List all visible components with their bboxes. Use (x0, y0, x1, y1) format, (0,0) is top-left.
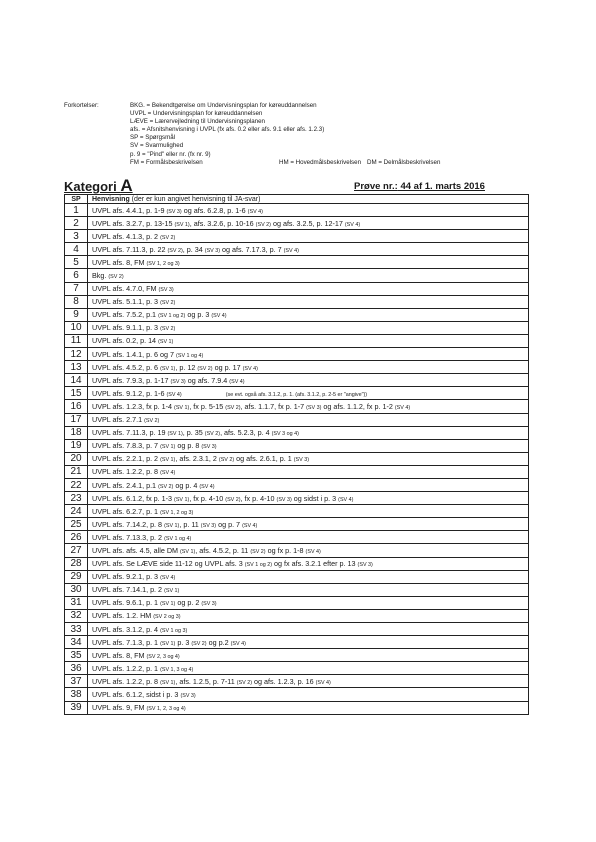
answer-option-ref: (SV 3 og 4) (271, 431, 299, 438)
answer-option-ref: (SV 4) (199, 483, 215, 490)
answer-option-ref: (SV 3) (306, 404, 322, 411)
reference-text: UVPL afs. 9.6.1, p. 1 (92, 598, 161, 608)
table-row (65, 269, 529, 282)
reference-text: UVPL afs. 6.1.2, fx p. 1-3 (92, 493, 175, 503)
reference-text: UVPL afs. 4.5.2, p. 6 (92, 362, 161, 372)
reference-text: UVPL afs. 1.2.2, p. 8 (92, 676, 161, 686)
table-body (65, 204, 529, 715)
reference-text: UVPL afs. 1.2.3, fx p. 1-4 (92, 401, 175, 411)
question-number: 1 (65, 204, 88, 217)
answer-option-ref: (SV 3) (180, 693, 196, 700)
question-number: 27 (65, 544, 88, 557)
question-number: 8 (65, 295, 88, 308)
reference-cell (88, 426, 529, 439)
reference-cell (88, 649, 529, 662)
reference-text: UVPL afs. Se LÆVE side 11-12 og UVPL afs. 3 (92, 559, 245, 569)
reference-text: Bkg. (92, 271, 109, 281)
answer-option-ref: (SV 4) (247, 208, 263, 215)
reference-text: og p. 17 (212, 362, 243, 372)
answer-option-ref: (SV 4) (305, 548, 321, 555)
answer-option-ref: (SV 2) (197, 365, 213, 372)
answer-option-ref: (SV 2) (225, 404, 241, 411)
reference-text: og p. 7 (216, 519, 243, 529)
reference-text: , p. 35 (182, 428, 205, 438)
reference-text: og afs. 6.2.8, p. 1-6 (181, 205, 248, 215)
answer-option-ref: (SV 1) (164, 588, 180, 595)
table-row (65, 361, 529, 374)
reference-text: UVPL afs. 9.2.1, p. 3 (92, 572, 161, 582)
answer-option-ref: (SV 1 og 4) (176, 352, 204, 359)
answer-option-ref: (SV 1) (158, 339, 174, 346)
answer-option-ref: (SV 4) (283, 247, 299, 254)
question-number: 34 (65, 636, 88, 649)
answer-option-ref: (SV 2) (158, 483, 174, 490)
question-number: 10 (65, 321, 88, 334)
answer-option-ref: (SV 1, 2 og 3) (160, 509, 194, 516)
answer-option-ref: (SV 1) (164, 522, 180, 529)
reference-cell (88, 557, 529, 570)
reference-cell (88, 361, 529, 374)
answer-option-ref: (SV 4) (242, 365, 258, 372)
answer-option-ref: (SV 2) (167, 247, 183, 254)
reference-text: og sidst i p. 3 (291, 493, 339, 503)
reference-cell (88, 544, 529, 557)
answer-option-ref: (SV 1) (174, 221, 190, 228)
reference-cell (88, 256, 529, 269)
question-number: 31 (65, 596, 88, 609)
abbreviation-fm: FM = Formålsbeskrivelsen (130, 158, 203, 166)
answer-option-ref: (SV 2) (225, 496, 241, 503)
question-number: 36 (65, 662, 88, 675)
reference-text: og afs. 3.2.5, p. 12-17 (270, 218, 345, 228)
table-row (65, 649, 529, 662)
table-row (65, 570, 529, 583)
reference-text: UVPL afs. 4.1.3, p. 2 (92, 231, 161, 241)
reference-cell (88, 701, 529, 714)
answer-option-ref: (SV 2) (160, 326, 176, 333)
reference-cell (88, 243, 529, 256)
table-row (65, 636, 529, 649)
table-row (65, 623, 529, 636)
question-number: 39 (65, 701, 88, 714)
question-number: 11 (65, 334, 88, 347)
answer-option-ref: (SV 3) (166, 208, 182, 215)
reference-text: UVPL afs. 7.14.2, p. 8 (92, 519, 165, 529)
reference-cell (88, 505, 529, 518)
table-row (65, 387, 529, 400)
page-title (64, 176, 133, 196)
reference-cell (88, 570, 529, 583)
reference-text: UVPL afs. 2.4.1, p.1 (92, 480, 159, 490)
reference-cell (88, 204, 529, 217)
reference-text: , fx p. 4-10 (189, 493, 226, 503)
reference-cell (88, 217, 529, 230)
reference-text: UVPL afs. 3.1.2, p. 4 (92, 624, 161, 634)
question-number: 38 (65, 688, 88, 701)
question-number: 30 (65, 583, 88, 596)
reference-text: UVPL afs. 9, FM (92, 703, 147, 713)
answer-option-ref: (SV 4) (230, 640, 246, 647)
answer-option-ref: (SV 1) (160, 601, 176, 608)
table-row (65, 675, 529, 688)
reference-text: , p. 12 (175, 362, 198, 372)
reference-text: UVPL afs. 0.2, p. 14 (92, 336, 159, 346)
table-row (65, 662, 529, 675)
answer-option-ref: (SV 3) (170, 378, 186, 385)
reference-text: , afs. 1.2.5, p. 7-11 (175, 676, 237, 686)
reference-cell (88, 413, 529, 426)
reference-text: UVPL afs. 7.11.3, p. 22 (92, 244, 168, 254)
reference-text: UVPL afs. 5.1.1, p. 3 (92, 297, 161, 307)
reference-cell (88, 269, 529, 282)
answer-option-ref: (SV 2) (108, 274, 124, 281)
question-number: 37 (65, 675, 88, 688)
table-row (65, 518, 529, 531)
reference-text: og afs. 1.2.3, p. 16 (252, 676, 316, 686)
reference-text: , fx p. 5-15 (189, 401, 226, 411)
answer-option-ref: (SV 1) (167, 431, 183, 438)
answer-option-ref: (SV 4) (211, 313, 227, 320)
answer-option-ref: (SV 4) (394, 404, 411, 411)
test-value: 44 af 1. marts 2016 (397, 181, 485, 192)
reference-text: UVPL afs. 7.9.3, p. 1-17 (92, 375, 171, 385)
table-row (65, 426, 529, 439)
question-number: 19 (65, 439, 88, 452)
abbreviation-line-last (130, 158, 441, 167)
abbreviation-line: SV = Svarmulighed (130, 142, 184, 150)
reference-text: , afs. 2.3.1, 2 (175, 454, 219, 464)
answer-option-ref: (SV 4) (229, 378, 245, 385)
question-number: 17 (65, 413, 88, 426)
reference-text: og p. 2 (175, 598, 202, 608)
table-row (65, 243, 529, 256)
table-row (65, 413, 529, 426)
question-number: 26 (65, 531, 88, 544)
reference-cell (88, 452, 529, 465)
table-row (65, 400, 529, 413)
answer-option-ref: (SV 2) (236, 679, 253, 686)
reference-table (64, 194, 529, 715)
answer-option-ref: (SV 1) (174, 496, 190, 503)
test-label: Prøve nr.: (354, 181, 398, 192)
reference-text: , p. 34 (182, 244, 205, 254)
question-number: 7 (65, 282, 88, 295)
reference-text: UVPL afs. 7.1.3, p. 1 (92, 637, 161, 647)
answer-option-ref: (SV 1) (160, 679, 176, 686)
reference-text: og afs. 7.9.4 (185, 375, 230, 385)
question-number: 14 (65, 374, 88, 387)
question-number: 35 (65, 649, 88, 662)
reference-text: , fx p. 4-10 (240, 493, 277, 503)
reference-text: UVPL afs. 9.1.1, p. 3 (92, 323, 161, 333)
answer-option-ref: (SV 4) (160, 470, 176, 477)
answer-option-ref: (SV 1) (160, 444, 176, 451)
abbreviations-label: Forkortelser: (64, 102, 99, 109)
answer-option-ref: (SV 4) (315, 679, 331, 686)
reference-cell (88, 321, 529, 334)
table-row (65, 557, 529, 570)
table-row (65, 348, 529, 361)
question-number: 29 (65, 570, 88, 583)
question-number: 25 (65, 518, 88, 531)
answer-option-ref: (SV 4) (160, 575, 176, 582)
reference-text: UVPL afs. 7.5.2, p.1 (92, 310, 159, 320)
reference-cell (88, 675, 529, 688)
table-row (65, 701, 529, 714)
reference-cell (88, 636, 529, 649)
column-header-reference-label: Henvisning (92, 195, 130, 203)
question-number: 22 (65, 478, 88, 491)
reference-text: og fx p. 1-8 (265, 545, 306, 555)
question-number: 3 (65, 230, 88, 243)
answer-option-ref: (SV 4) (338, 496, 354, 503)
reference-text: UVPL afs. 1.2.2, p. 8 (92, 467, 161, 477)
answer-option-ref: (SV 2) (144, 418, 160, 425)
reference-text: UVPL afs. 1.2.2, p. 1 (92, 663, 161, 673)
reference-cell (88, 348, 529, 361)
question-number: 15 (65, 387, 88, 400)
table-row (65, 688, 529, 701)
reference-cell (88, 492, 529, 505)
answer-option-ref: (SV 4) (344, 221, 361, 228)
reference-text: og p. 8 (175, 441, 202, 451)
table-row (65, 492, 529, 505)
reference-cell (88, 465, 529, 478)
reference-text: , p. 11 (179, 519, 201, 529)
answer-option-ref: (SV 1) (174, 404, 190, 411)
answer-option-ref: (SV 2) (160, 300, 176, 307)
table-row (65, 282, 529, 295)
question-number: 28 (65, 557, 88, 570)
reference-text: og afs. 7.17.3, p. 7 (220, 244, 284, 254)
table-row (65, 505, 529, 518)
answer-option-ref: (SV 3) (201, 601, 217, 608)
answer-option-ref: (SV 2, 3 og 4) (146, 653, 180, 660)
question-number: 33 (65, 623, 88, 636)
reference-text: UVPL afs. 2.7.1 (92, 415, 145, 425)
answer-option-ref: (SV 3) (276, 496, 292, 503)
reference-text: UVPL afs. 7.8.3, p. 7 (92, 441, 161, 451)
reference-text: UVPL afs. 3.2.7, p. 13-15 (92, 218, 175, 228)
answer-option-ref: (SV 4) (166, 391, 182, 398)
abbreviation-line: UVPL = Undervisningsplan for køreuddannelsen (130, 110, 263, 118)
answer-option-ref: (SV 1) (160, 640, 176, 647)
answer-option-ref: (SV 3) (293, 457, 310, 464)
table-row (65, 230, 529, 243)
reference-text: , afs. 5.2.3, p. 4 (220, 428, 272, 438)
table-row (65, 321, 529, 334)
reference-text: UVPL afs. afs. 4.5, alle DM (92, 545, 181, 555)
abbreviation-line: afs. = Afsnitshenvisning i UVPL (fx afs. 0.2 eller afs. 9.1 eller afs. 1.2.3) (130, 126, 325, 134)
table-row (65, 217, 529, 230)
question-number: 20 (65, 452, 88, 465)
reference-text: UVPL afs. 7.11.3, p. 19 (92, 428, 168, 438)
table-row (65, 452, 529, 465)
reference-cell (88, 230, 529, 243)
reference-cell (88, 400, 529, 413)
answer-option-ref: (SV 2) (218, 457, 235, 464)
reference-cell (88, 583, 529, 596)
answer-option-ref: (SV 2) (191, 640, 207, 647)
answer-option-ref: (SV 1 og 4) (164, 535, 192, 542)
table-row (65, 531, 529, 544)
table-row (65, 609, 529, 622)
table-row (65, 308, 529, 321)
table-row (65, 596, 529, 609)
reference-text: UVPL afs. 1.4.1, p. 6 og 7 (92, 349, 177, 359)
reference-cell (88, 334, 529, 347)
test-number (354, 181, 485, 192)
reference-cell (88, 623, 529, 636)
answer-option-ref: (SV 3) (201, 444, 217, 451)
answer-option-ref: (SV 1) (180, 548, 196, 555)
reference-text: UVPL afs. 1.2. HM (92, 611, 154, 621)
answer-option-ref: (SV 2) (160, 234, 176, 241)
answer-option-ref: (SV 1, 2 og 3) (146, 260, 180, 267)
reference-text: UVPL afs. 2.2.1, p. 2 (92, 454, 161, 464)
reference-text: og p. 3 (185, 310, 212, 320)
reference-cell (88, 662, 529, 675)
question-number: 32 (65, 609, 88, 622)
reference-cell (88, 596, 529, 609)
answer-option-ref: (SV 1 og 3) (160, 627, 188, 634)
category-letter: A (120, 176, 133, 195)
question-number: 21 (65, 465, 88, 478)
column-header-note: (der er kun angivet henvisning til JA-svar) (129, 195, 261, 203)
reference-text: UVPL afs. 7.14.1, p. 2 (92, 585, 165, 595)
reference-cell (88, 688, 529, 701)
question-number: 13 (65, 361, 88, 374)
reference-cell (88, 518, 529, 531)
table-header-row (65, 195, 529, 204)
abbreviation-line: LÆVE = Lærervejledning til Undervisningsplanen (130, 118, 265, 126)
reference-text: og fx afs. 3.2.1 efter p. 13 (272, 559, 358, 569)
reference-text: p. 3 (175, 637, 192, 647)
reference-text: UVPL afs. 9.1.2, p. 1-6 (92, 388, 167, 398)
table-row (65, 439, 529, 452)
reference-text: UVPL afs. 7.13.3, p. 2 (92, 532, 165, 542)
reference-text: , afs. 1.1.7, fx p. 1-7 (240, 401, 307, 411)
answer-option-ref: (SV 1 og 2) (158, 313, 186, 320)
question-number: 5 (65, 256, 88, 269)
column-header-sp: SP (65, 195, 88, 204)
answer-option-ref: (SV 3) (200, 522, 217, 529)
answer-option-ref: (SV 3) (204, 247, 221, 254)
answer-option-ref: (SV 2) (255, 221, 271, 228)
question-number: 4 (65, 243, 88, 256)
reference-text: UVPL afs. 4.7.0, FM (92, 284, 159, 294)
question-number: 24 (65, 505, 88, 518)
reference-cell (88, 478, 529, 491)
table-row (65, 204, 529, 217)
reference-cell (88, 282, 529, 295)
reference-text: og afs. 2.6.1, p. 1 (234, 454, 294, 464)
reference-text: og afs. 1.1.2, fx p. 1-2 (321, 401, 395, 411)
answer-option-ref: (SV 2) (204, 431, 221, 438)
abbreviation-hm: HM = Hovedmålsbeskrivelsen (279, 158, 362, 166)
reference-note: (se evt. også afs. 3.1.2, p. 1. (afs. 3.1.2, p. 2-5 er "angive")) (225, 391, 368, 398)
column-header-reference (88, 195, 529, 204)
reference-cell (88, 387, 529, 400)
abbreviations-list (130, 102, 441, 167)
reference-text: , afs. 4.5.2, p. 11 (195, 545, 251, 555)
reference-text: UVPL afs. 8, FM (92, 257, 147, 267)
answer-option-ref: (SV 3) (158, 287, 174, 294)
question-number: 12 (65, 348, 88, 361)
table-row (65, 583, 529, 596)
answer-option-ref: (SV 1 og 2) (244, 562, 273, 569)
abbreviation-line: SP = Spørgsmål (130, 134, 176, 142)
question-number: 23 (65, 492, 88, 505)
reference-text: og p.2 (206, 637, 231, 647)
table-row (65, 256, 529, 269)
answer-option-ref: (SV 4) (242, 522, 258, 529)
reference-cell (88, 439, 529, 452)
table-row (65, 465, 529, 478)
abbreviation-line: p. 9 = "Pind" eller nr. (fx nr. 9) (130, 150, 211, 158)
reference-text: UVPL afs. 6.2.7, p. 1 (92, 506, 161, 516)
question-number: 6 (65, 269, 88, 282)
abbreviation-dm: DM = Delmålsbeskrivelsen (367, 158, 441, 166)
reference-text: UVPL afs. 8, FM (92, 650, 147, 660)
reference-text: og p. 4 (173, 480, 200, 490)
table-row (65, 544, 529, 557)
table-row (65, 478, 529, 491)
reference-text: , afs. 3.2.6, p. 10-16 (189, 218, 256, 228)
abbreviation-line: BKG. = Bekendtgørelse om Undervisningsplan for køreuddannelsen (130, 102, 317, 109)
answer-option-ref: (SV 1) (160, 365, 176, 372)
answer-option-ref: (SV 1, 2, 3 og 4) (146, 706, 186, 713)
question-number: 16 (65, 400, 88, 413)
question-number: 2 (65, 217, 88, 230)
reference-cell (88, 531, 529, 544)
reference-cell (88, 308, 529, 321)
answer-option-ref: (SV 2) (250, 548, 266, 555)
answer-option-ref: (SV 3) (357, 562, 373, 569)
reference-text: UVPL afs. 4.4.1, p. 1-9 (92, 205, 167, 215)
answer-option-ref: (SV 2 og 3) (153, 614, 181, 621)
reference-cell (88, 609, 529, 622)
answer-option-ref: (SV 1, 3 og 4) (160, 666, 194, 673)
table-row (65, 295, 529, 308)
answer-option-ref: (SV 1) (160, 457, 176, 464)
reference-cell (88, 374, 529, 387)
reference-text: UVPL afs. 6.1.2, sidst i p. 3 (92, 690, 181, 700)
category-prefix: Kategori (64, 179, 121, 194)
reference-cell (88, 295, 529, 308)
question-number: 18 (65, 426, 88, 439)
table-row (65, 334, 529, 347)
question-number: 9 (65, 308, 88, 321)
table-row (65, 374, 529, 387)
